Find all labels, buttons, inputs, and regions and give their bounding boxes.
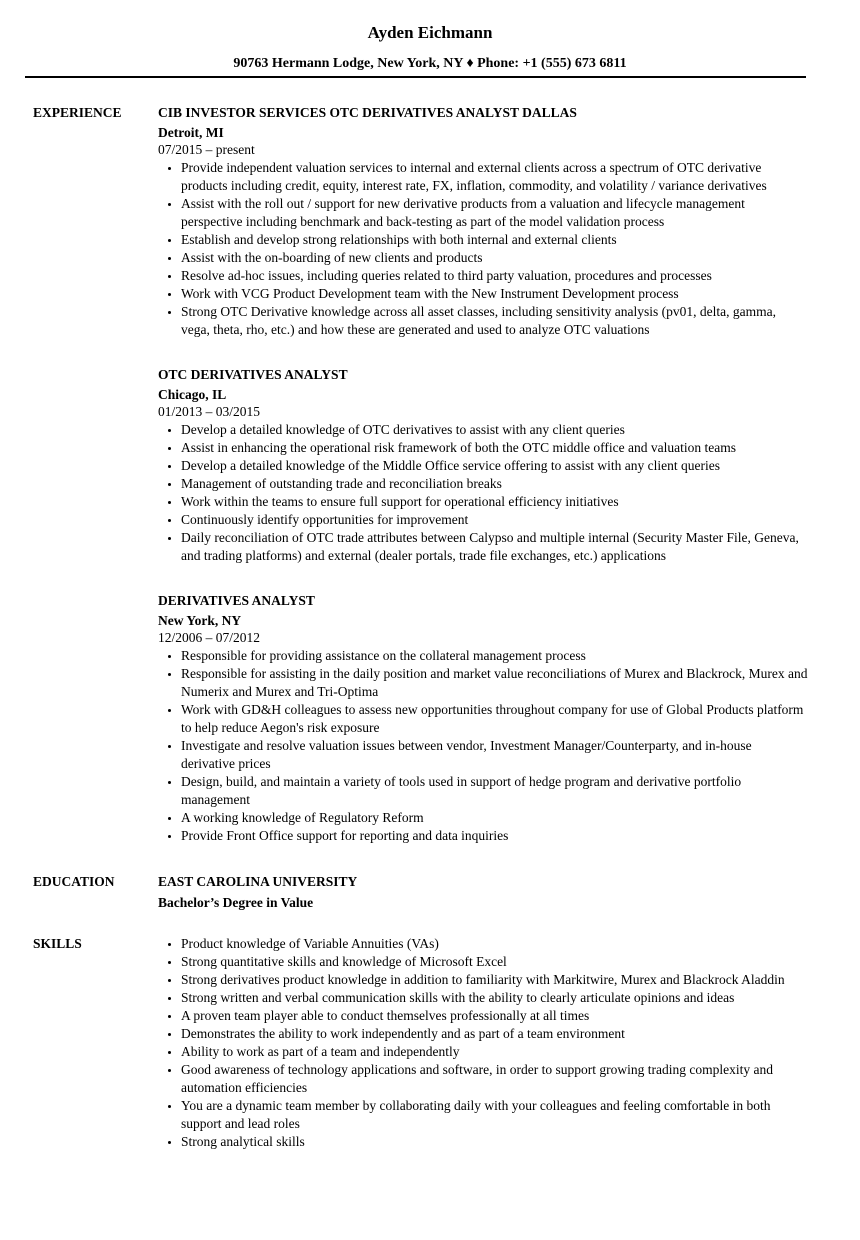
degree-name: Bachelor’s Degree in Value bbox=[158, 895, 314, 910]
skill-bullet: • Good awareness of technology applications and software, in order to support growing trading complexity and automation efficiencies bbox=[181, 1061, 808, 1097]
skills-section bbox=[0, 935, 860, 1151]
experience-content bbox=[158, 104, 808, 845]
job-bullet: • Provide Front Office support for reporting and data inquiries bbox=[181, 827, 808, 845]
skill-bullet: • Strong derivatives product knowledge in addition to familiarity with Markitwire, Murex and Blackrock Aladdin bbox=[181, 971, 808, 989]
section-label-education: EDUCATION bbox=[33, 874, 115, 889]
job-bullet: • Assist with the on-boarding of new clients and products bbox=[181, 249, 808, 267]
job-bullet-list bbox=[158, 421, 808, 565]
skill-bullet: • Strong written and verbal communication skills with the ability to clearly articulate opinions and ideas bbox=[181, 989, 808, 1007]
job-bullet: • Daily reconciliation of OTC trade attributes between Calypso and multiple internal (Security Master File, Geneva, and trading platforms) and external (dealer portals, trade file exchanges, etc.) applications bbox=[181, 529, 808, 565]
skill-bullet: • Strong quantitative skills and knowledge of Microsoft Excel bbox=[181, 953, 808, 971]
job-bullet: • Work within the teams to ensure full support for operational efficiency initiatives bbox=[181, 493, 808, 511]
job-bullet: • Resolve ad-hoc issues, including queries related to third party valuation, procedures and processes bbox=[181, 267, 808, 285]
header-divider bbox=[25, 76, 806, 78]
skill-bullet: • Demonstrates the ability to work independently and as part of a team environment bbox=[181, 1025, 808, 1043]
job-location: Detroit, MI bbox=[158, 125, 224, 140]
person-name: Ayden Eichmann bbox=[367, 23, 493, 42]
job-bullet-list bbox=[158, 647, 808, 845]
skill-bullet: • Strong analytical skills bbox=[181, 1133, 808, 1151]
skill-bullet: • Product knowledge of Variable Annuities (VAs) bbox=[181, 935, 808, 953]
job-bullet: • A working knowledge of Regulatory Reform bbox=[181, 809, 808, 827]
job-entry-1 bbox=[158, 104, 808, 339]
job-title: OTC DERIVATIVES ANALYST bbox=[158, 367, 348, 382]
section-label-experience: EXPERIENCE bbox=[33, 105, 122, 120]
job-bullet: • Assist with the roll out / support for new derivative products from a valuation and lifecycle management perspective including benchmark and back-testing as part of the model validation process bbox=[181, 195, 808, 231]
school-name: EAST CAROLINA UNIVERSITY bbox=[158, 874, 358, 889]
skill-bullet: • A proven team player able to conduct themselves professionally at all times bbox=[181, 1007, 808, 1025]
job-bullet: • Develop a detailed knowledge of OTC derivatives to assist with any client queries bbox=[181, 421, 808, 439]
job-bullet: • Continuously identify opportunities for improvement bbox=[181, 511, 808, 529]
job-bullet: • Strong OTC Derivative knowledge across all asset classes, including sensitivity analysis (pv01, delta, gamma, vega, theta, rho, etc.) and how these are generated and used to analyze OTC valuations bbox=[181, 303, 808, 339]
skill-bullet: • Ability to work as part of a team and independently bbox=[181, 1043, 808, 1061]
job-bullet: • Work with VCG Product Development team with the New Instrument Development process bbox=[181, 285, 808, 303]
job-entry-2 bbox=[158, 366, 808, 565]
job-bullet: • Assist in enhancing the operational risk framework of both the OTC middle office and valuation teams bbox=[181, 439, 808, 457]
job-dates: 07/2015 – present bbox=[158, 142, 255, 157]
job-bullet: • Investigate and resolve valuation issues between vendor, Investment Manager/Counterparty, and in-house derivative prices bbox=[181, 737, 808, 773]
job-location: New York, NY bbox=[158, 613, 242, 628]
experience-section bbox=[0, 104, 860, 845]
contact-line: 90763 Hermann Lodge, New York, NY ♦ Phone: +1 (555) 673 6811 bbox=[233, 56, 627, 71]
job-bullet: • Design, build, and maintain a variety of tools used in support of hedge program and derivative portfolio management bbox=[181, 773, 808, 809]
resume-header bbox=[0, 0, 860, 72]
education-content bbox=[158, 873, 808, 912]
education-section bbox=[0, 873, 860, 912]
job-dates: 12/2006 – 07/2012 bbox=[158, 630, 261, 645]
job-bullet-list bbox=[158, 159, 808, 339]
job-title: CIB INVESTOR SERVICES OTC DERIVATIVES ANALYST DALLAS bbox=[158, 105, 577, 120]
job-dates: 01/2013 – 03/2015 bbox=[158, 404, 261, 419]
job-bullet: • Develop a detailed knowledge of the Middle Office service offering to assist with any client queries bbox=[181, 457, 808, 475]
job-bullet: • Responsible for providing assistance on the collateral management process bbox=[181, 647, 808, 665]
job-bullet: • Provide independent valuation services to internal and external clients across a spectrum of OTC derivative products including credit, equity, interest rate, FX, inflation, commodity, and volatility / variance derivatives bbox=[181, 159, 808, 195]
job-bullet: • Establish and develop strong relationships with both internal and external clients bbox=[181, 231, 808, 249]
skill-bullet: • You are a dynamic team member by collaborating daily with your colleagues and feeling comfortable in both support and lead roles bbox=[181, 1097, 808, 1133]
job-bullet: • Management of outstanding trade and reconciliation breaks bbox=[181, 475, 808, 493]
section-label-skills: SKILLS bbox=[33, 936, 82, 951]
job-entry-3 bbox=[158, 592, 808, 845]
job-bullet: • Work with GD&H colleagues to assess new opportunities throughout company for use of Global Products platform to help reduce Aegon's risk exposure bbox=[181, 701, 808, 737]
skills-bullet-list bbox=[158, 935, 808, 1151]
skills-content bbox=[158, 935, 808, 1151]
job-title: DERIVATIVES ANALYST bbox=[158, 593, 315, 608]
job-bullet: • Responsible for assisting in the daily position and market value reconciliations of Murex and Blackrock, Murex and Numerix and Murex and Tri-Optima bbox=[181, 665, 808, 701]
job-location: Chicago, IL bbox=[158, 387, 227, 402]
